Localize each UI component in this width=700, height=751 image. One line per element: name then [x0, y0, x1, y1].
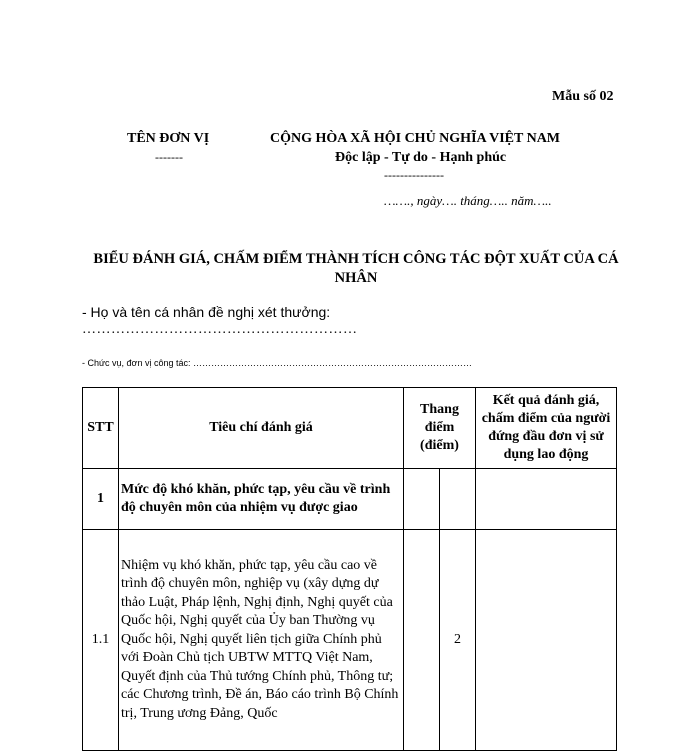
row-scale-left	[404, 469, 440, 530]
row-criteria: Nhiệm vụ khó khăn, phức tạp, yêu cầu cao về trình độ chuyên môn, nghiệp vụ (xây dựng dự thảo Luật, Pháp lệnh, Nghị định, Nghị quyết của Quốc hội, Nghị quyết của Ủy ban Thường vụ Quốc hội, Nghị quyết liên tịch giữa Chính phủ với Đoàn Chủ tịch UBTW MTTQ Việt Nam, Quyết định của Thủ tướng Chính phủ, Thông tư; các Chương trình, Đề án, Báo cáo trình Bộ Chính trị, Trung ương Đảng, Quốc	[119, 530, 404, 751]
row-criteria: Mức độ khó khăn, phức tạp, yêu cầu về trình độ chuyên môn của nhiệm vụ được giao	[119, 469, 404, 530]
row-stt: 1	[83, 469, 119, 530]
unit-name: TÊN ĐƠN VỊ	[127, 131, 210, 146]
motto-underline: ---------------	[384, 168, 444, 182]
position-unit-label: - Chức vụ, đơn vị công tác: …………………………………………………………………………………	[82, 358, 472, 368]
table-row	[83, 530, 617, 751]
unit-underline: -------	[155, 150, 183, 164]
header-criteria: Tiêu chí đánh giá	[119, 388, 404, 469]
row-stt: 1.1	[83, 530, 119, 751]
place-date: ……., ngày…. tháng….. năm…..	[384, 193, 552, 208]
motto: Độc lập - Tự do - Hạnh phúc	[335, 150, 507, 165]
nominee-name-label: - Họ và tên cá nhân đề nghị xét thưởng:	[82, 304, 331, 320]
document-title: BIỂU ĐÁNH GIÁ, CHẤM ĐIỂM THÀNH TÍCH CÔNG TÁC ĐỘT XUẤT CỦA CÁ NHÂN	[93, 251, 619, 286]
table-row	[83, 469, 617, 530]
row-scale-left	[404, 530, 440, 751]
nation-title: CỘNG HÒA XÃ HỘI CHỦ NGHĨA VIỆT NAM	[270, 131, 561, 146]
form-number: Mẫu số 02	[552, 89, 614, 104]
evaluation-table	[82, 387, 617, 751]
row-result	[476, 530, 617, 751]
table-header-row	[83, 388, 617, 469]
header-result: Kết quả đánh giá, chấm điểm của người đứng đầu đơn vị sử dụng lao động	[476, 388, 617, 469]
header-scale: Thang điểm (điểm)	[404, 388, 476, 469]
row-score: 2	[440, 530, 476, 751]
row-result	[476, 469, 617, 530]
header-stt: STT	[83, 388, 119, 469]
row-score	[440, 469, 476, 530]
nominee-name-blank: …………………………………………………	[82, 322, 358, 337]
